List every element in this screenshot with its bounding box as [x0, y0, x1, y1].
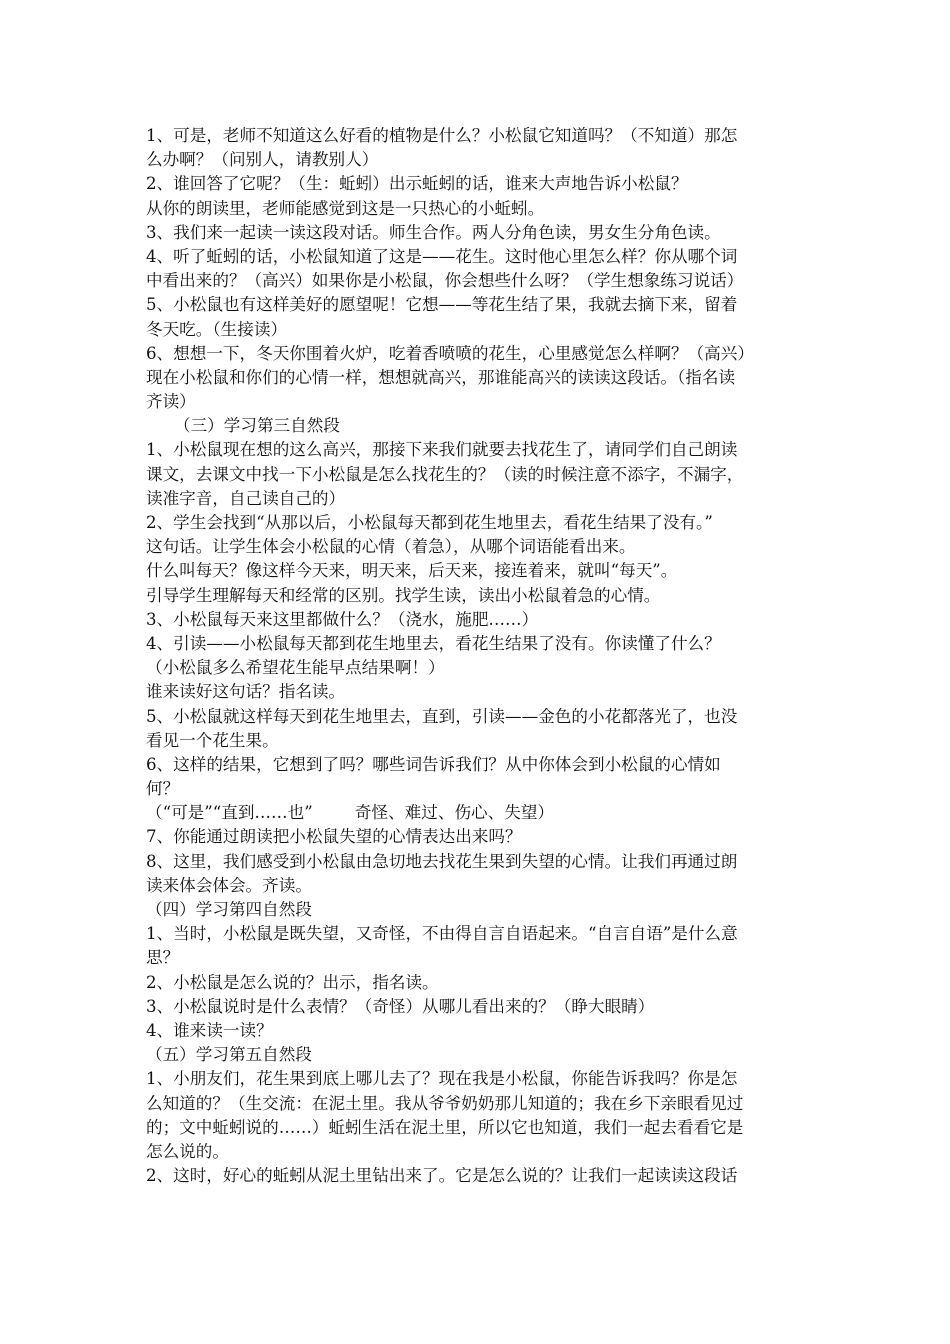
text-line: 课文，去课文中找一下小松鼠是怎么找花生的？（读的时候注意不添字，不漏字， [146, 464, 744, 484]
text-line: 5、小松鼠也有这样美好的愿望呢！它想——等花生结了果，我就去摘下来，留着 [146, 295, 738, 315]
text-line: 么办啊？（问别人，请教别人） [146, 150, 379, 170]
text-line: 什么叫每天？像这样今天来，明天来，后天来，接连着来，就叫“每天”。 [146, 561, 678, 581]
text-line: 1、小松鼠现在想的这么高兴，那接下来我们就要去找花生了，请同学们自己朗读 [146, 440, 738, 460]
text-line: 3、小松鼠说时是什么表情？（奇怪）从哪儿看出来的？（睁大眼睛） [146, 996, 655, 1016]
text-line: 何？ [146, 779, 180, 799]
text-line: 6、想想一下，冬天你围着火炉，吃着香喷喷的花生，心里感觉怎么样啊？（高兴） [146, 343, 754, 363]
text-line: 1、可是，老师不知道这么好看的植物是什么？小松鼠它知道吗？（不知道）那怎 [146, 126, 738, 145]
text-line: 1、小朋友们，花生果到底上哪儿去了？现在我是小松鼠，你能告诉我吗？你是怎 [146, 1069, 738, 1089]
text-line: 4、谁来读一读？ [146, 1020, 273, 1040]
text-line: 冬天吃。（生接读） [146, 319, 288, 339]
text-line: 读准字音，自己读自己的） [146, 488, 346, 508]
text-line: （小松鼠多么希望花生能早点结果啊！） [146, 658, 445, 678]
text-line: 这句话。让学生体会小松鼠的心情（着急），从哪个词语能看出来。 [146, 537, 636, 557]
text-line: 2、这时，好心的蚯蚓从泥土里钻出来了。它是怎么说的？让我们一起读读这段话 [146, 1166, 738, 1186]
text-line: 2、谁回答了它呢？（生：蚯蚓）出示蚯蚓的话，谁来大声地告诉小松鼠？ [146, 174, 688, 194]
text-line: （“可是”“直到……也” 奇怪、难过、伤心、失望） [146, 803, 555, 823]
text-line: 3、我们来一起读一读这段对话。师生合作。两人分角色读，男女生分角色读。 [146, 222, 721, 242]
section-heading: （三）学习第三自然段 [174, 416, 340, 436]
text-line: 5、小松鼠就这样每天到花生地里去，直到，引读——金色的小花都落光了，也没 [146, 706, 738, 726]
text-line: 的；文中蚯蚓说的……）蚯蚓生活在泥土里，所以它也知道，我们一起去看看它是 [146, 1117, 744, 1137]
text-line: 么知道的？（生交流：在泥土里。我从爷爷奶奶那儿知道的；我在乡下亲眼看见过 [146, 1093, 744, 1113]
text-line: 7、你能通过朗读把小松鼠失望的心情表达出来吗？ [146, 827, 522, 847]
text-line: 6、这样的结果，它想到了吗？哪些词告诉我们？从中你体会到小松鼠的心情如 [146, 754, 721, 774]
text-line: 4、引读——小松鼠每天都到花生地里去，看花生结果了没有。你读懂了什么？ [146, 633, 721, 653]
text-line: 看见一个花生果。 [146, 730, 279, 750]
section-heading: （五）学习第五自然段 [146, 1045, 312, 1065]
text-line: 谁来读好这句话？指名读。 [146, 682, 346, 702]
text-line: 现在小松鼠和你们的心情一样，想想就高兴，那谁能高兴的读读这段话。（指名读 [146, 367, 736, 387]
section-heading: （四）学习第四自然段 [146, 900, 312, 919]
text-line: 齐读） [146, 392, 196, 412]
text-line: 1、当时，小松鼠是既失望，又奇怪，不由得自言自语起来。“自言自语”是什么意 [146, 924, 738, 944]
text-line: 中看出来的？（高兴）如果你是小松鼠，你会想些什么呀？（学生想象练习说话） [146, 271, 744, 291]
text-line: 读来体会体会。齐读。 [146, 875, 312, 895]
text-line: 引导学生理解每天和经常的区别。找学生读，读出小松鼠着急的心情。 [146, 585, 661, 605]
text-line: 8、这里，我们感受到小松鼠由急切地去找花生果到失望的心情。让我们再通过朗 [146, 851, 738, 871]
text-line: 2、学生会找到“从那以后，小松鼠每天都到花生地里去，看花生结果了没有。” [146, 513, 713, 532]
document-body [146, 124, 811, 1188]
text-line: 2、小松鼠是怎么说的？出示，指名读。 [146, 972, 439, 992]
text-line: 4、听了蚯蚓的话，小松鼠知道了这是——花生。这时他心里怎么样？你从哪个词 [146, 246, 738, 266]
text-line: 从你的朗读里，老师能感觉到这是一只热心的小蚯蚓。 [146, 198, 545, 218]
text-line: 思？ [146, 948, 180, 968]
text-line: 怎么说的。 [146, 1141, 229, 1161]
text-line: 3、小松鼠每天来这里都做什么？（浇水，施肥……） [146, 609, 539, 629]
